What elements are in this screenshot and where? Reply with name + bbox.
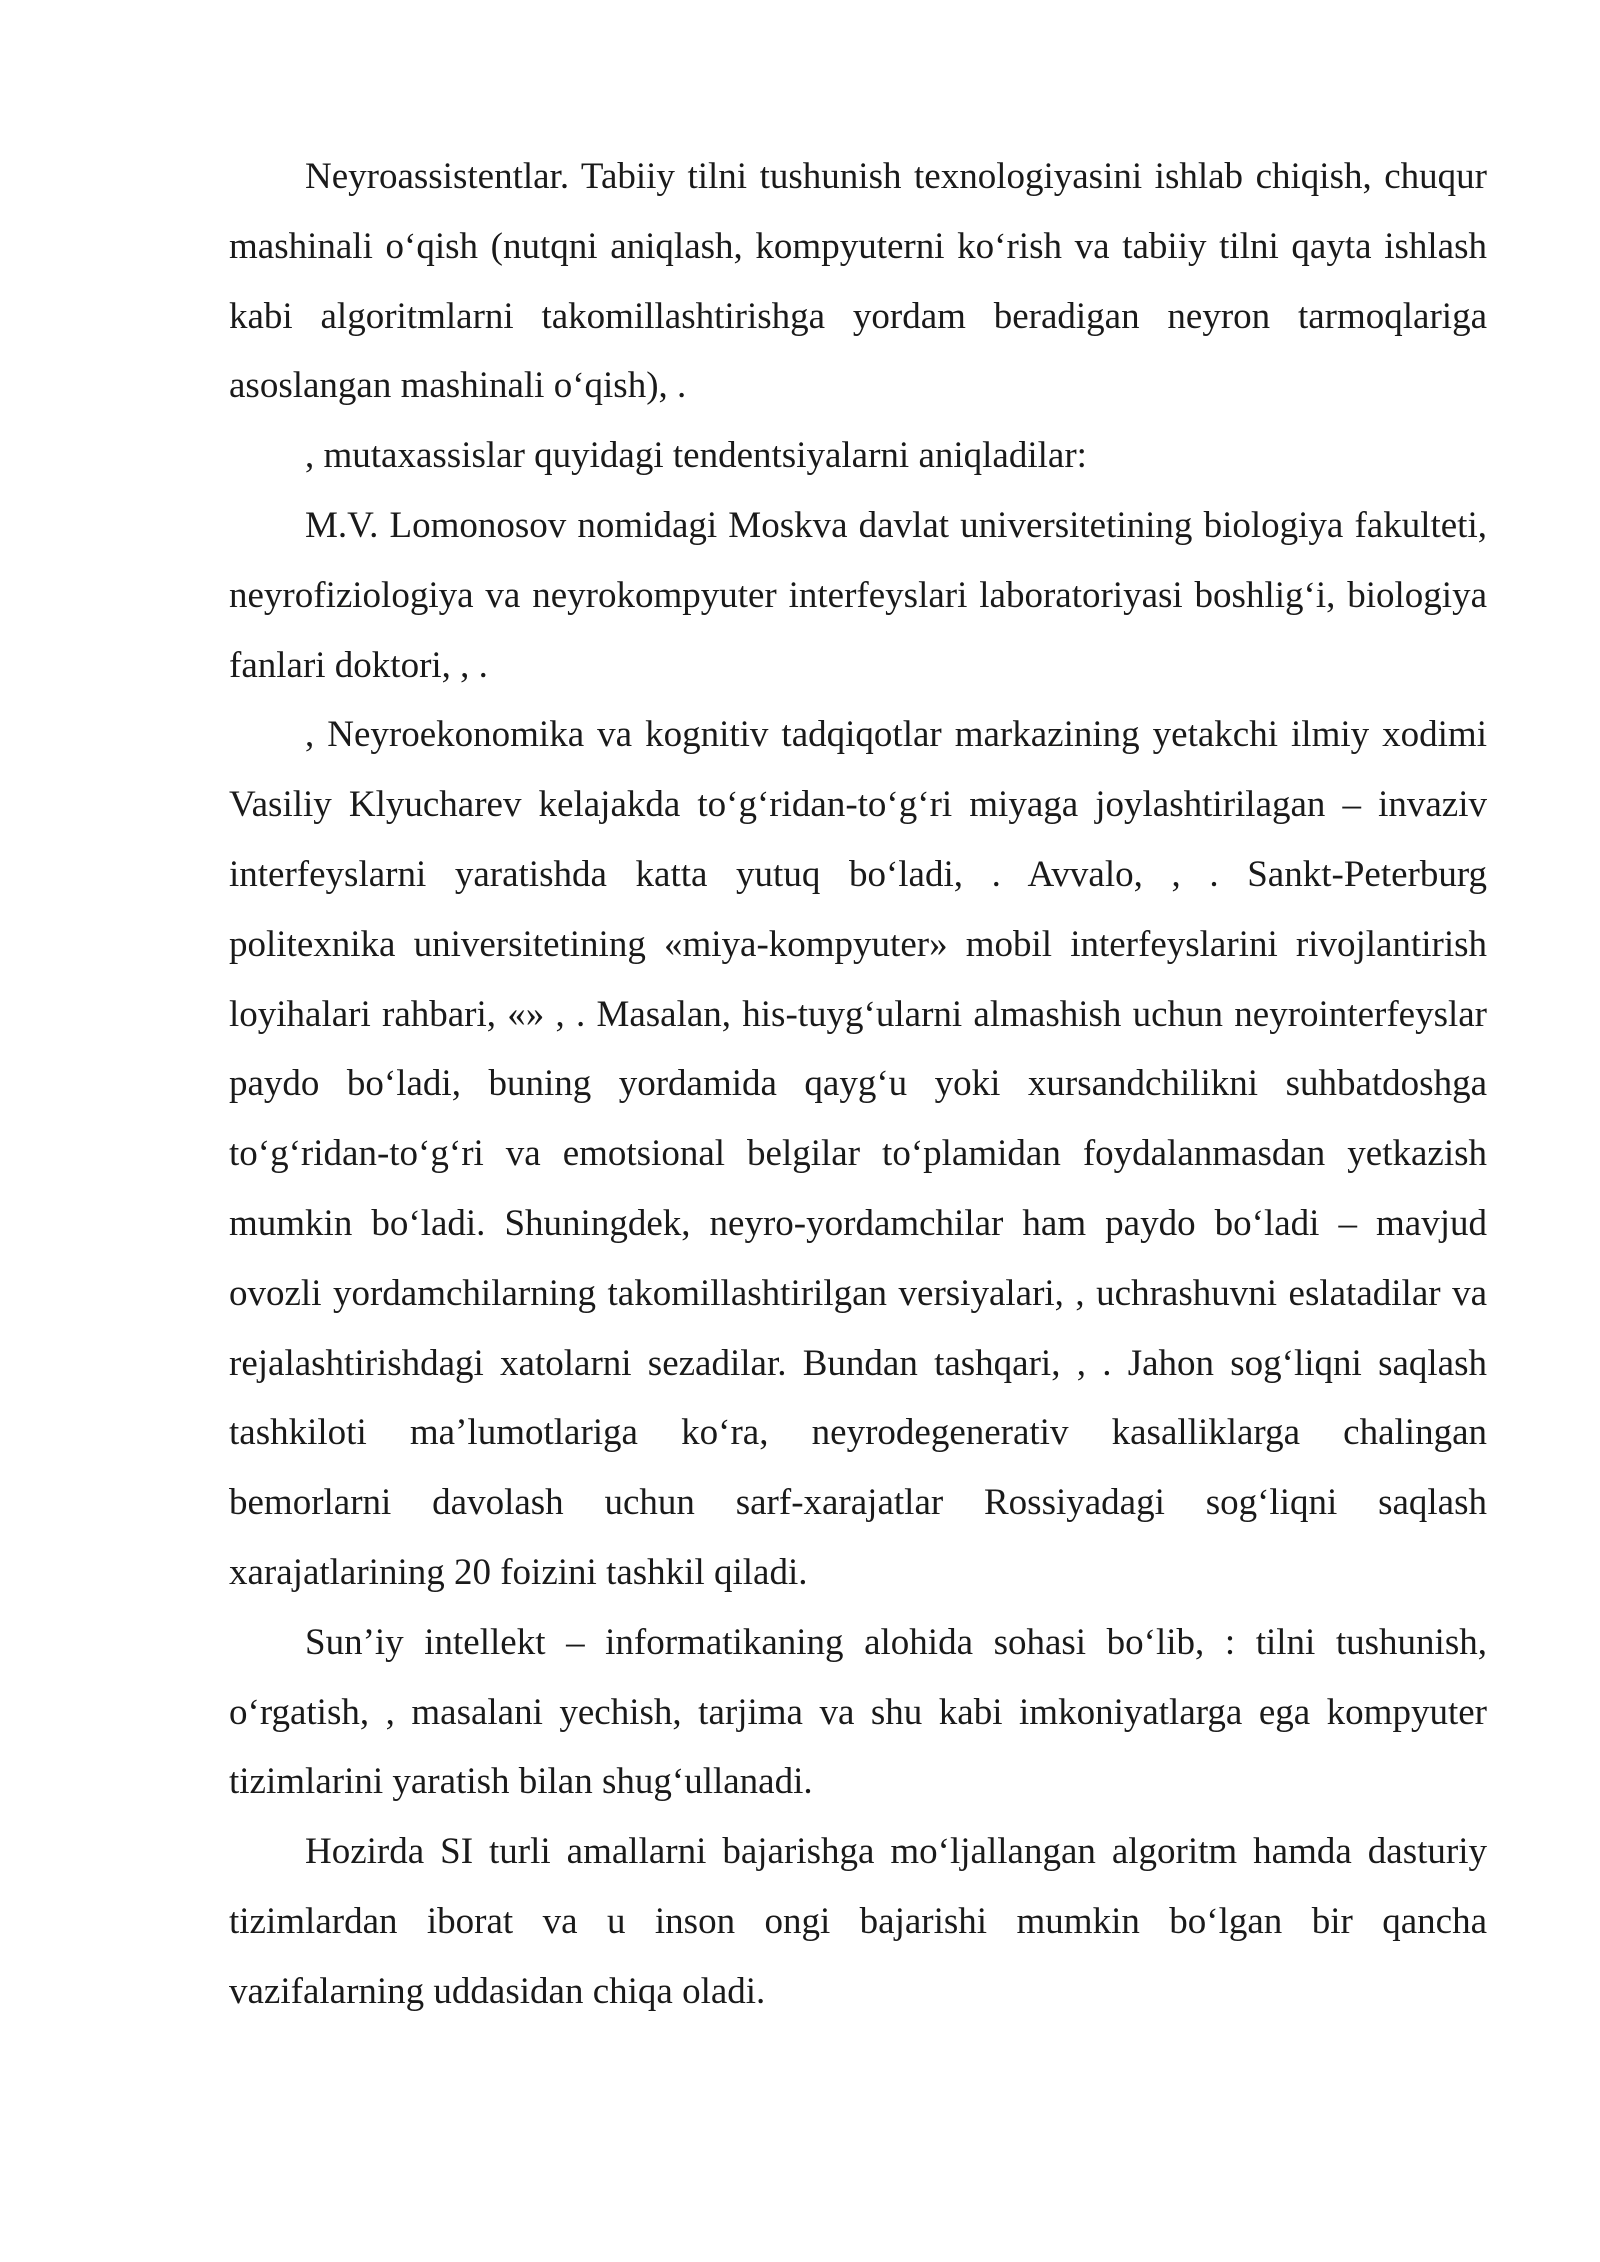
paragraph-suniy-intellekt: Sun’iy intellekt – informatikaning alohida sohasi bo‘lib, : tilni tushunish, o‘rgatish, , masalani yechish, tarjima va shu kabi imkoniyatlarga ega kompyuter tizimlarini yaratish bilan shug‘ullanadi. [229, 1621, 1487, 1803]
document-body [229, 142, 1487, 2027]
paragraph-lomonosov: M.V. Lomonosov nomidagi Moskva davlat universitetining biologiya fakulteti, neyrofiziologiya va neyrokompyuter interfeyslari laboratoriyasi boshlig‘i, biologiya fanlari doktori, , . [229, 504, 1487, 686]
paragraph-neyroekonomika: , Neyroekonomika va kognitiv tadqiqotlar markazining yetakchi ilmiy xodimi Vasiliy Klyucharev kelajakda to‘g‘ridan-to‘g‘ri miyaga joylashtirilagan – invaziv interfeyslarni yaratishda katta yutuq bo‘ladi, . Avvalo, , . Sankt-Peterburg politexnika universitetining «miya-kompyuter» mobil interfeyslarini rivojlantirish loyihalari rahbari, «» , . Masalan, his-tuyg‘ularni almashish uchun neyrointerfeyslar paydo bo‘ladi, buning yordamida qayg‘u yoki xursandchilikni suhbatdoshga to‘g‘ridan-to‘g‘ri va emotsional belgilar to‘plamidan foydalanmasdan yetkazish mumkin bo‘ladi. Shuningdek, neyro-yordamchilar ham paydo bo‘ladi – mavjud ovozli yordamchilarning takomillashtirilgan versiyalari, , uchrashuvni eslatadilar va rejalashtirishdagi xatolarni sezadilar. Bundan tashqari, , . Jahon sog‘liqni saqlash tashkiloti ma’lumotlariga ko‘ra, neyrodegenerativ kasalliklarga chalingan bemorlarni davolash uchun sarf-xarajatlar Rossiyadagi sog‘liqni saqlash xarajatlarining 20 foizini tashkil qiladi. [229, 714, 1487, 1593]
paragraph-tendentsiyalar: , mutaxassislar quyidagi tendentsiyalarni aniqladilar: [305, 435, 1087, 477]
paragraph-hozirda-si: Hozirda SI turli amallarni bajarishga mo‘ljallangan algoritm hamda dasturiy tizimlardan iborat va u inson ongi bajarishi mumkin bo‘lgan bir qancha vazifalarning uddasidan chiqa oladi. [229, 1831, 1487, 2012]
paragraph-neyroassistentlar: Neyroassistentlar. Tabiiy tilni tushunish texnologiyasini ishlab chiqish, chuqur mashinali o‘qish (nutqni aniqlash, kompyuterni ko‘rish va tabiiy tilni qayta ishlash kabi algoritmlarni takomillashtirishga yordam beradigan neyron tarmoqlariga asoslangan mashinali o‘qish), . [229, 156, 1487, 407]
